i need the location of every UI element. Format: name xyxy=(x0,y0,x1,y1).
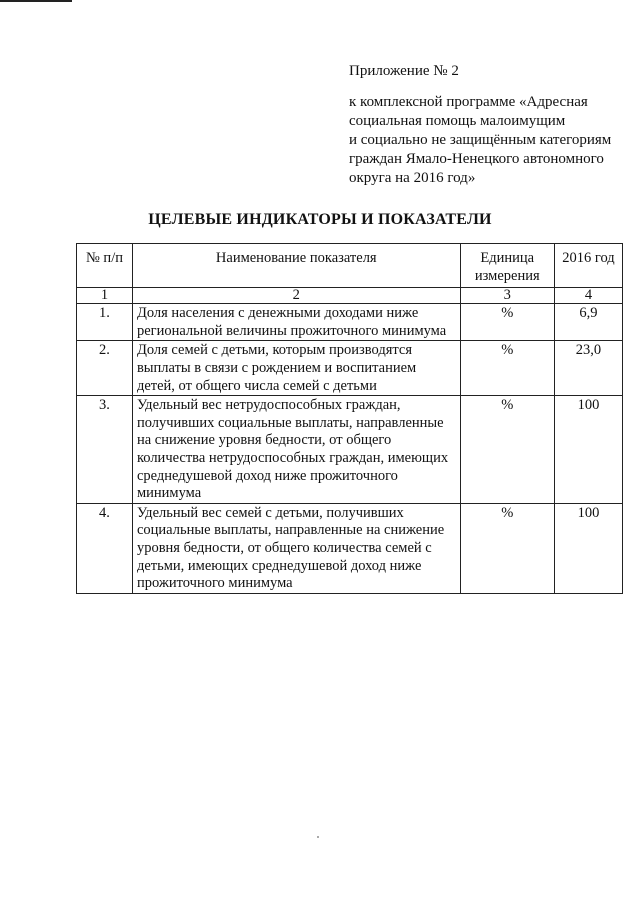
document-title: ЦЕЛЕВЫЕ ИНДИКАТОРЫ И ПОКАЗАТЕЛИ xyxy=(148,211,492,228)
table-row xyxy=(77,304,623,341)
appendix-line: социальная помощь малоимущим xyxy=(349,113,566,129)
row-value: 23,0 xyxy=(554,341,622,396)
row-unit: % xyxy=(460,503,554,593)
appendix-line: и социально не защищённым категориям xyxy=(349,132,612,148)
appendix-line: к комплексной программе «Адресная xyxy=(349,94,588,110)
row-unit: % xyxy=(460,341,554,396)
row-num: 1. xyxy=(77,304,133,341)
row-value: 6,9 xyxy=(554,304,622,341)
table-row xyxy=(77,341,623,396)
header-name: Наименование показателя xyxy=(132,244,460,288)
row-name: Доля населения с денежными доходами ниже региональной величины прожиточного минимума xyxy=(132,304,460,341)
row-num: 3. xyxy=(77,396,133,504)
header-unit: Единица измерения xyxy=(460,244,554,288)
row-name: Удельный вес нетрудоспособных граждан, получивших социальные выплаты, направленные на снижение уровня бедности, от общего количества нетрудоспособных граждан, имеющих среднедушевой доход ниже прожиточного минимума xyxy=(132,396,460,504)
row-name: Доля семей с детьми, которым производятся выплаты в связи с рождением и воспитанием детей, от общего числа семей с детьми xyxy=(132,341,460,396)
appendix-title: Приложение № 2 xyxy=(349,63,459,79)
column-index: 1 xyxy=(77,288,133,304)
row-value: 100 xyxy=(554,503,622,593)
scan-edge-mark xyxy=(0,0,72,2)
row-num: 2. xyxy=(77,341,133,396)
column-index: 2 xyxy=(132,288,460,304)
column-index-row xyxy=(77,288,623,304)
indicators-table xyxy=(76,243,623,594)
header-num: № п/п xyxy=(77,244,133,288)
table-header-row xyxy=(77,244,623,288)
table-row xyxy=(77,396,623,504)
column-index: 4 xyxy=(554,288,622,304)
row-name: Удельный вес семей с детьми, получивших социальные выплаты, направленные на снижение уровня бедности, от общего количества семей с детьми, имеющих среднедушевой доход ниже прожиточного минимума xyxy=(132,503,460,593)
appendix-line: округа на 2016 год» xyxy=(349,170,476,186)
table-row xyxy=(77,503,623,593)
column-index: 3 xyxy=(460,288,554,304)
appendix-line: граждан Ямало-Ненецкого автономного xyxy=(349,151,604,167)
row-unit: % xyxy=(460,304,554,341)
scan-speck xyxy=(317,836,319,838)
row-unit: % xyxy=(460,396,554,504)
row-value: 100 xyxy=(554,396,622,504)
row-num: 4. xyxy=(77,503,133,593)
appendix-block xyxy=(349,62,629,188)
header-year: 2016 год xyxy=(554,244,622,288)
